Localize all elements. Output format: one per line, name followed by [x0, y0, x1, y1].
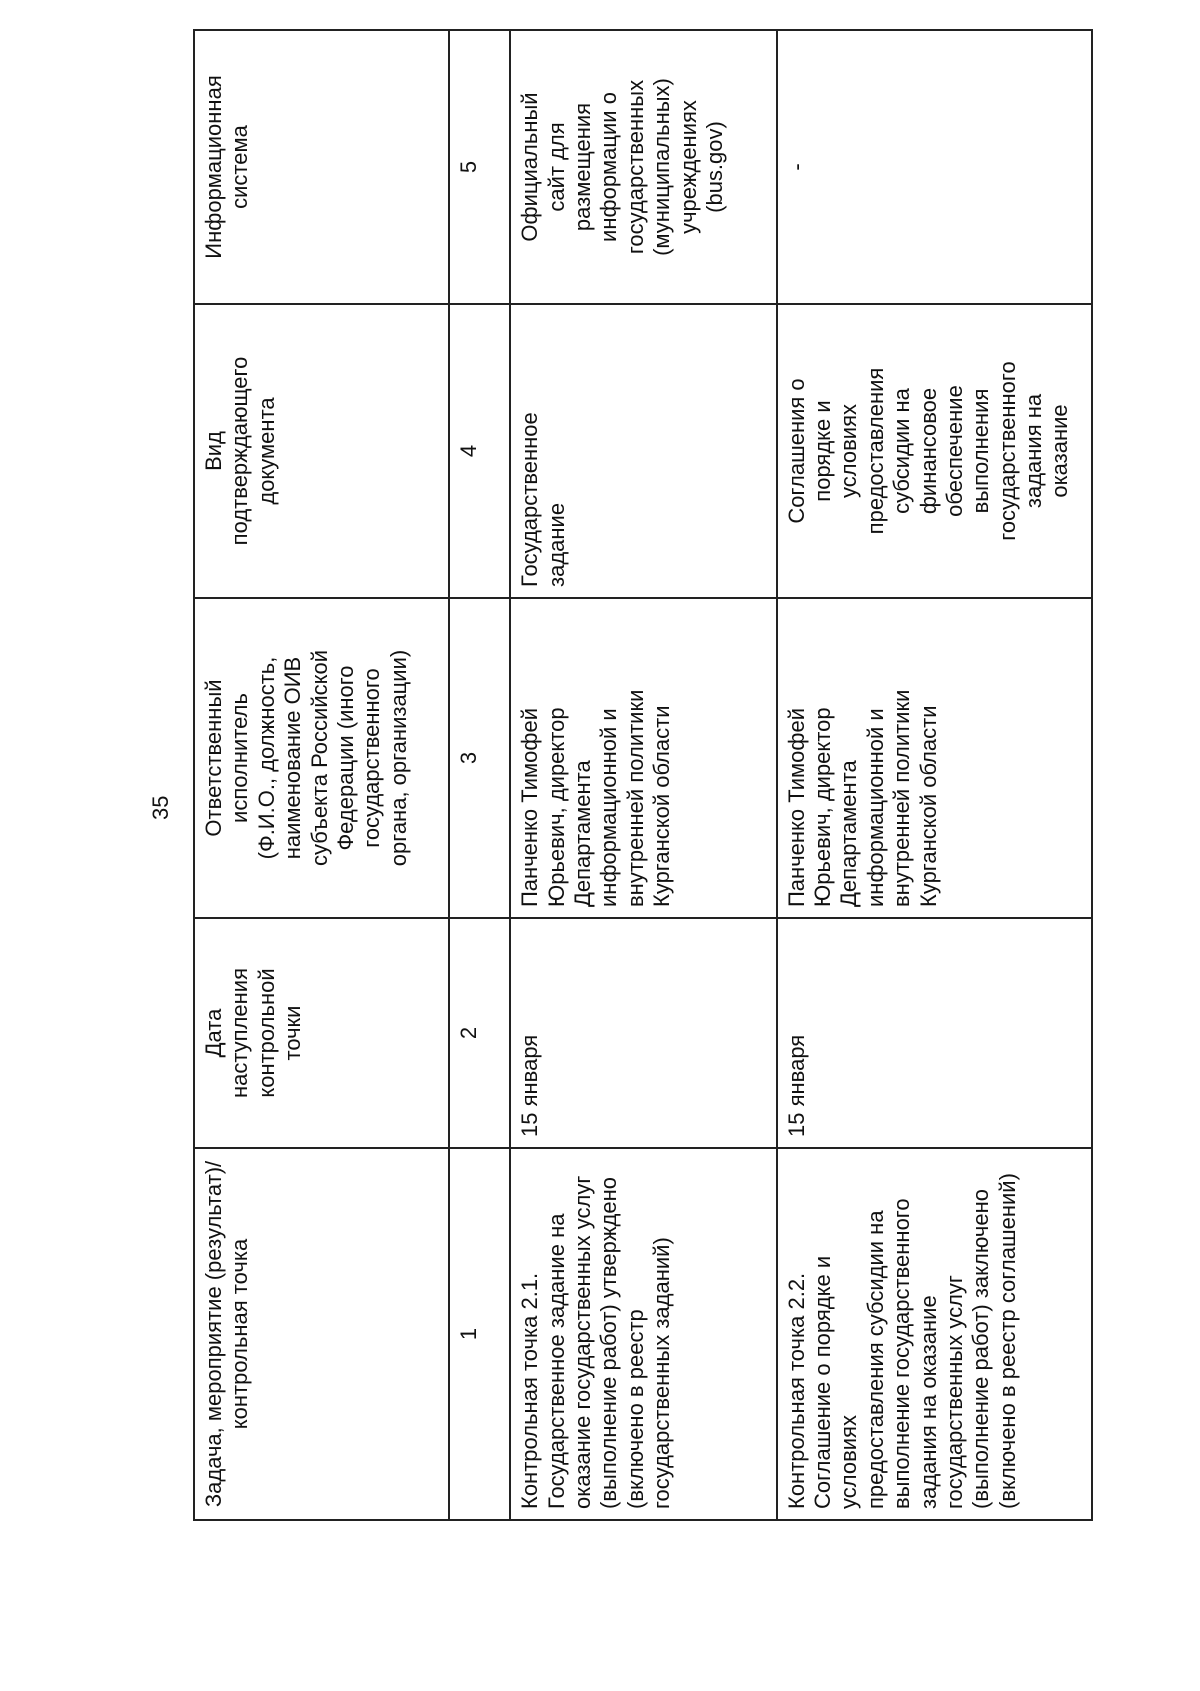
cell-task [510, 1148, 776, 1520]
cell-system-text: - [783, 163, 809, 171]
column-number: 3 [449, 598, 510, 918]
cell-date-text: 15 января [783, 1034, 809, 1137]
cell-document [510, 304, 776, 598]
cell-responsible-text: Панченко Тимофей Юрьевич, директор Департамента информационной и внутренней политики Курганской области [783, 689, 941, 907]
header-task-text: Задача, мероприятие (результат)/ контрольная точка [201, 1160, 253, 1508]
cell-date [777, 918, 1092, 1148]
cell-task-text: Контрольная точка 2.1. Государственное задание на оказание государственных услуг (выполнение работ) утверждено (включено в реестр государственных заданий) [517, 1175, 675, 1509]
header-date [194, 918, 449, 1148]
header-date-text: Дата наступления контрольной точки [201, 967, 306, 1099]
header-responsible [194, 598, 449, 918]
header-task [194, 1148, 449, 1520]
cell-document-text: Государственное задание [517, 412, 569, 587]
rotated-table-container [193, 31, 1093, 1521]
cell-responsible-text: Панченко Тимофей Юрьевич, директор Департамента информационной и внутренней политики Курганской области [517, 689, 675, 907]
cell-responsible [777, 598, 1092, 918]
table-header-row [194, 30, 449, 1520]
header-document-text: Вид подтверждающего документа [201, 356, 279, 546]
cell-system-text: Официальный сайт для размещения информации о государственных (муниципальных) учреждениях (bus.gov) [517, 78, 727, 256]
cell-document-text: Соглашения о порядке и условиях предоставления субсидии на финансовое обеспечение выполнения государственного задания на оказание [783, 361, 1073, 541]
header-system-text: Информационная система [201, 75, 253, 259]
page-number: 35 [148, 795, 173, 820]
cell-system [777, 30, 1092, 304]
cell-responsible [510, 598, 776, 918]
column-number: 4 [449, 304, 510, 598]
cell-task [777, 1148, 1092, 1520]
column-number: 2 [449, 918, 510, 1148]
column-number: 5 [449, 30, 510, 304]
header-document [194, 304, 449, 598]
cell-task-text: Контрольная точка 2.2. Соглашение о порядке и условиях предоставления субсидии на выполнение государственного задания на оказание государственных услуг (выполнение работ) заключено (включено в реестр соглашений) [783, 1173, 1020, 1509]
header-system [194, 30, 449, 304]
column-number: 1 [449, 1148, 510, 1520]
table-row [510, 30, 776, 1520]
control-points-table [193, 29, 1093, 1521]
cell-document [777, 304, 1092, 598]
column-numbers-row [449, 30, 510, 1520]
cell-date-text: 15 января [517, 1034, 543, 1137]
header-responsible-text: Ответственный исполнитель (Ф.И.О., должность, наименование ОИВ субъекта Российской Федерации (иного государственного органа, организации) [201, 649, 411, 867]
table-row [777, 30, 1092, 1520]
cell-date [510, 918, 776, 1148]
cell-system [510, 30, 776, 304]
